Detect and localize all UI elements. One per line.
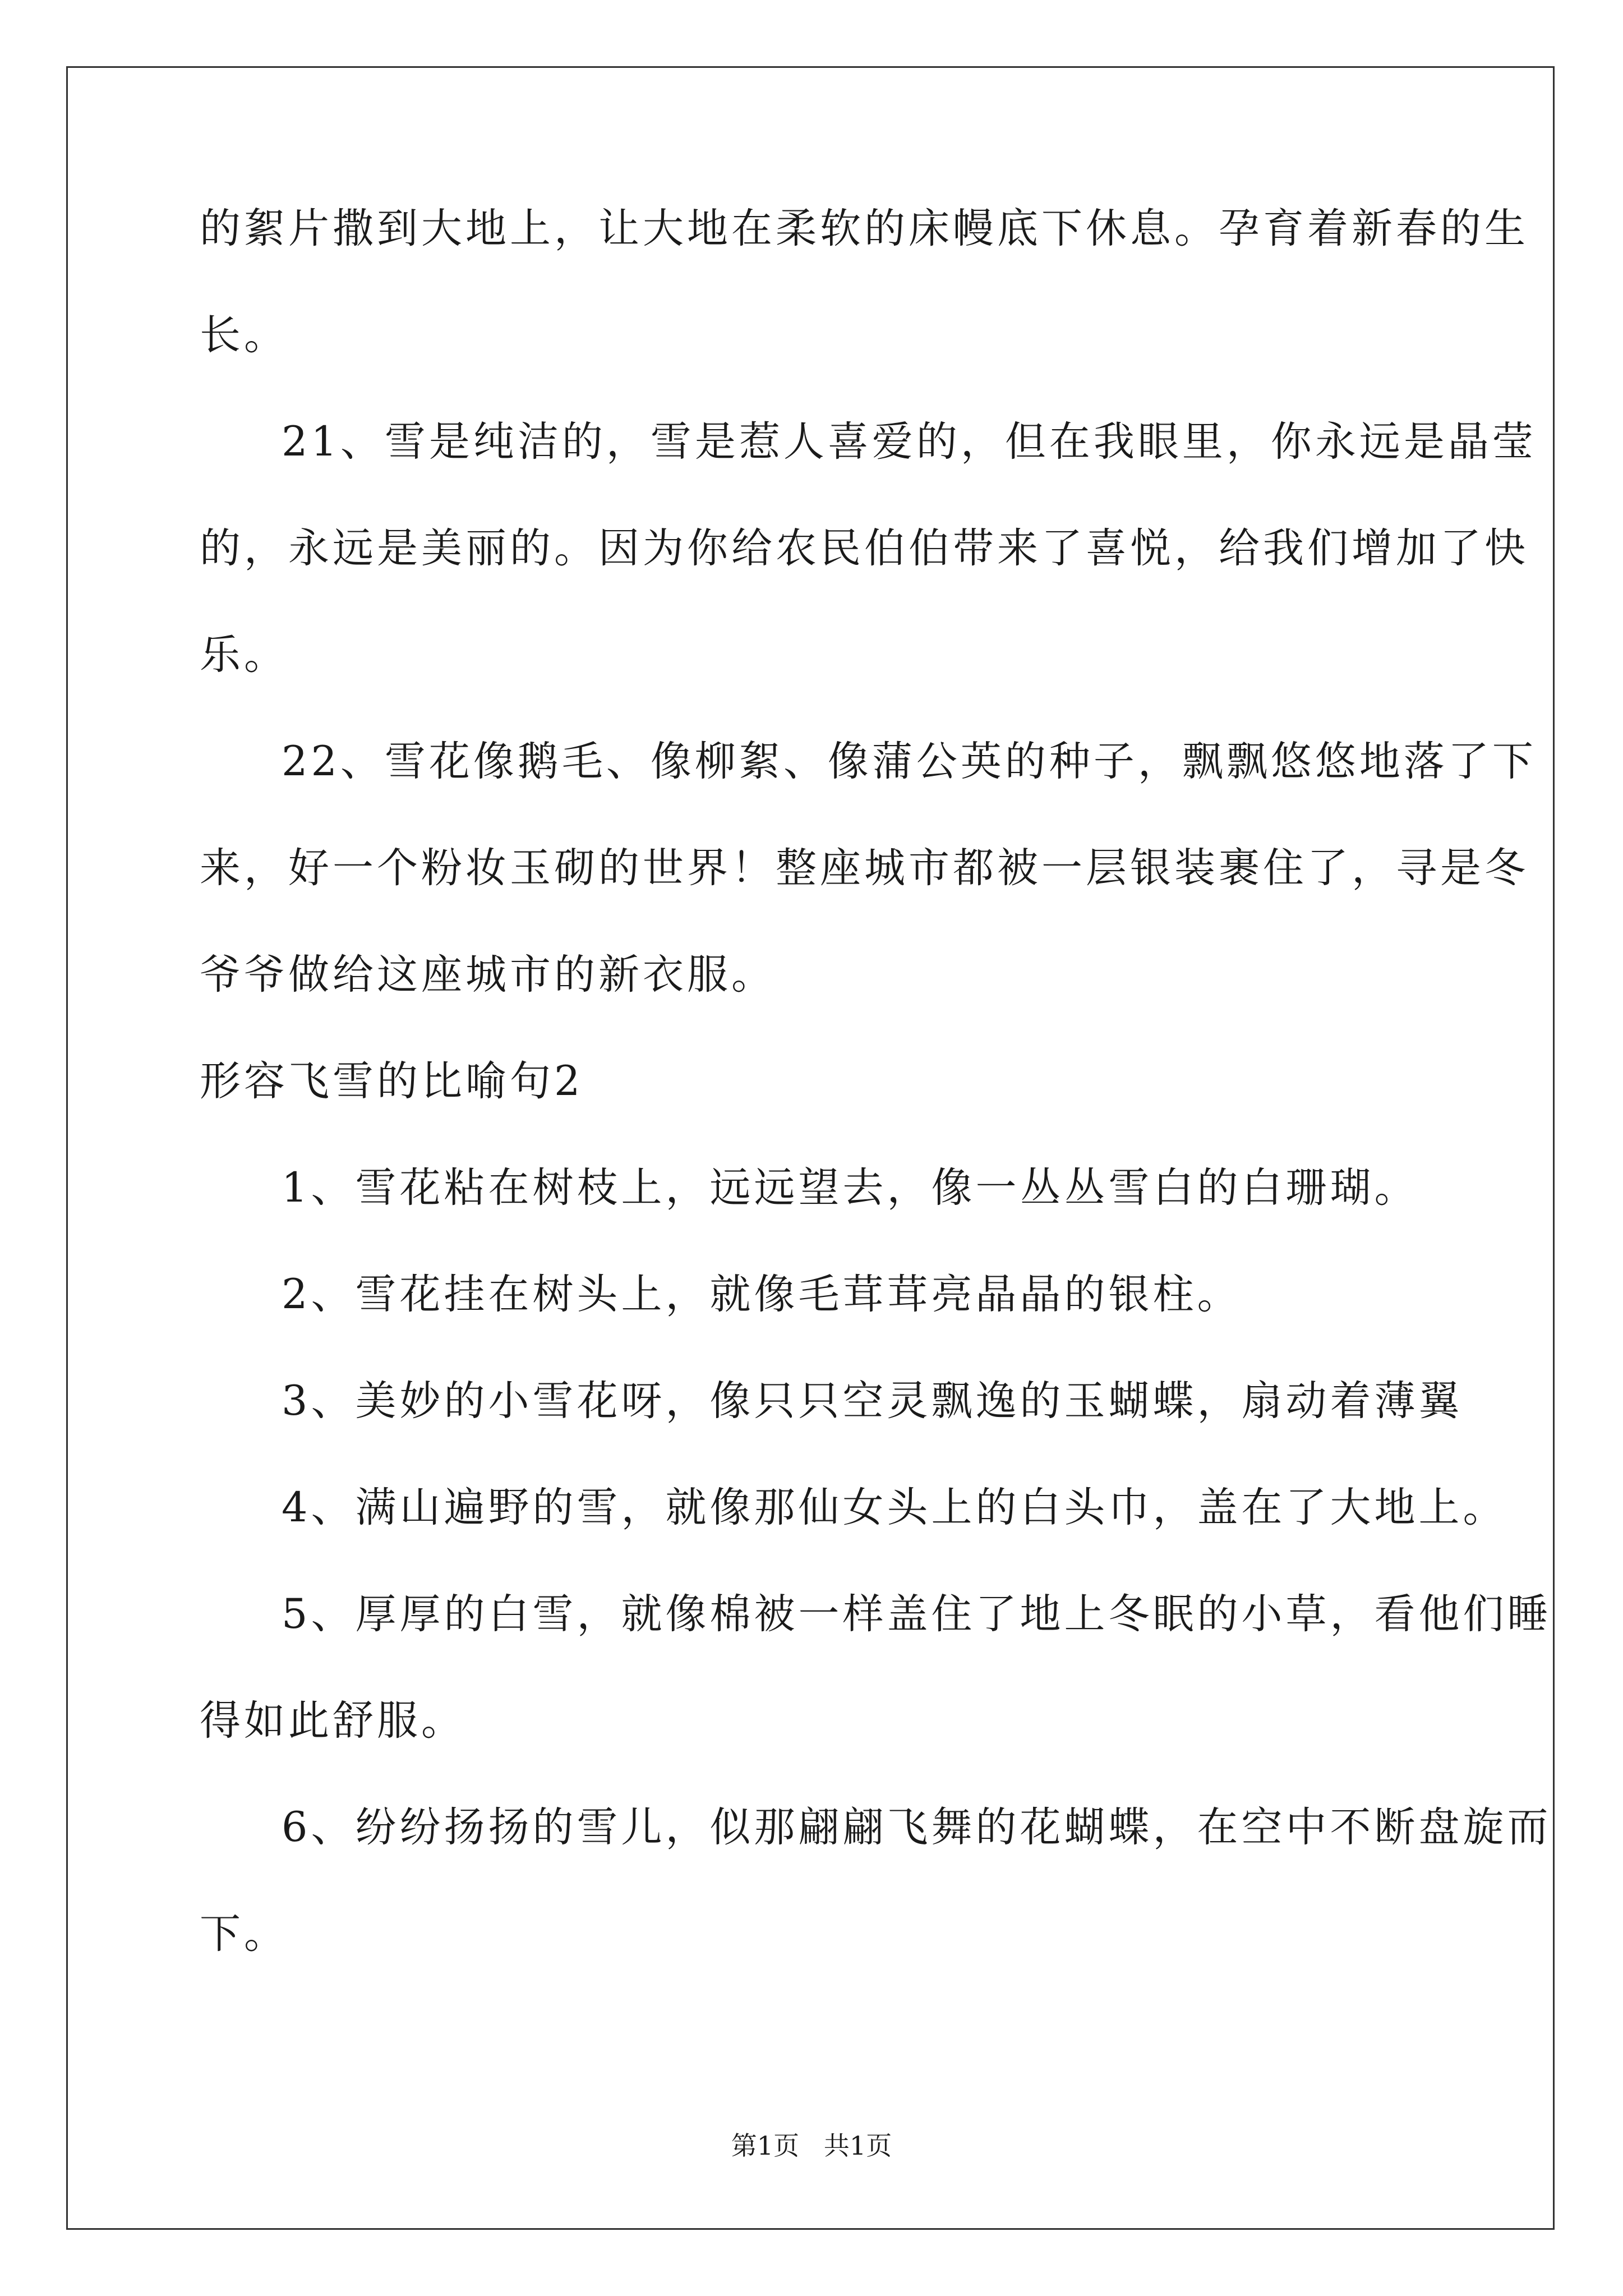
list-item-4: 4、满山遍野的雪，就像那仙女头上的白头巾，盖在了大地上。	[282, 1484, 1507, 1531]
list-item-3: 3、美妙的小雪花呀，像只只空灵飘逸的玉蝴蝶，扇动着薄翼	[282, 1377, 1463, 1425]
list-item-2: 2、雪花挂在树头上，就像毛茸茸亮晶晶的银柱。	[282, 1271, 1242, 1318]
document-body	[200, 202, 1552, 1961]
text-line: 得如此舒服。	[200, 1697, 465, 1745]
text-line: 下。	[200, 1910, 288, 1958]
paragraph-21-line-1: 21、雪是纯洁的，雪是惹人喜爱的，但在我眼里，你永远是晶莹	[282, 418, 1537, 466]
text-line: 来，好一个粉妆玉砌的世界！整座城市都被一层银装裹住了，寻是冬	[200, 844, 1529, 892]
text-line: 长。	[200, 311, 288, 359]
text-line: 乐。	[200, 631, 288, 679]
text-line: 爷爷做给这座城市的新衣服。	[200, 951, 776, 999]
text-line: 的絮片撒到大地上，让大地在柔软的床幔底下休息。孕育着新春的生	[200, 205, 1529, 252]
paragraph-22-line-1: 22、雪花像鹅毛、像柳絮、像蒲公英的种子，飘飘悠悠地落了下	[282, 738, 1537, 785]
text-line: 的，永远是美丽的。因为你给农民伯伯带来了喜悦，给我们增加了快	[200, 524, 1529, 572]
section-heading: 形容飞雪的比喻句2	[200, 1057, 584, 1105]
page-footer: 第1页 共1页	[731, 2131, 892, 2161]
list-item-1: 1、雪花粘在树枝上，远远望去，像一丛丛雪白的白珊瑚。	[282, 1164, 1419, 1212]
list-item-5: 5、厚厚的白雪，就像棉被一样盖住了地上冬眠的小草，看他们睡	[282, 1590, 1552, 1638]
list-item-6: 6、纷纷扬扬的雪儿，似那翩翩飞舞的花蝴蝶，在空中不断盘旋而	[282, 1803, 1552, 1851]
